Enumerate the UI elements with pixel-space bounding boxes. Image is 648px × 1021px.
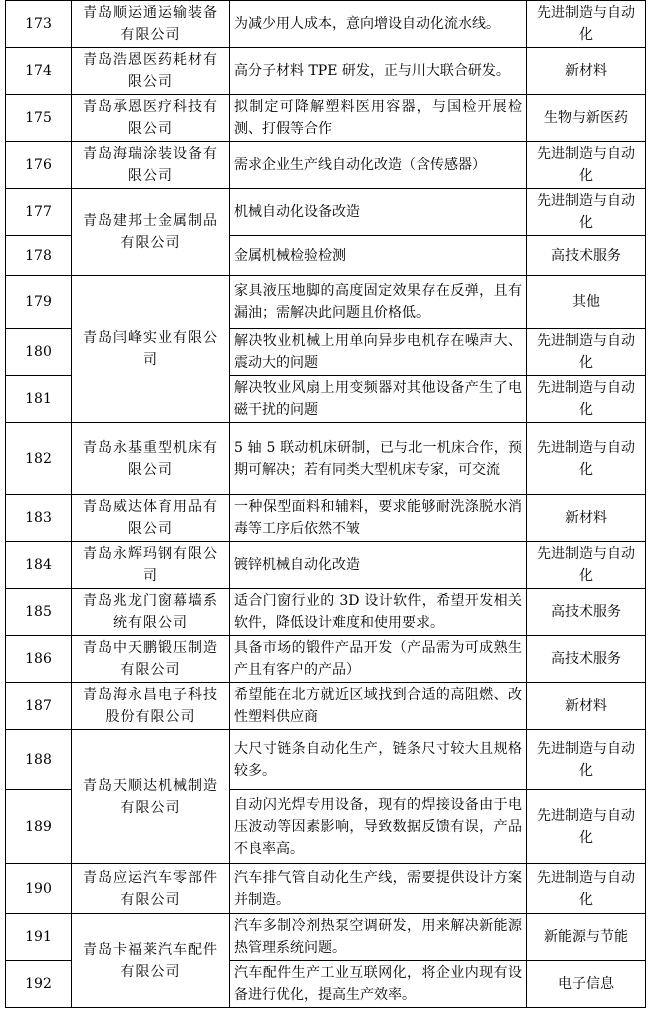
tech-field: 先进制造与自动化 [527,423,646,495]
demand-table [5,0,646,1008]
tech-field: 先进制造与自动化 [527,730,646,790]
tech-field: 生物与新医药 [527,95,646,142]
tech-field: 高技术服务 [527,636,646,683]
demand-description: 金属机械检验检测 [230,236,527,276]
demand-description: 拟制定可降解塑料医用容器，与国检开展检测、打假等合作 [230,95,527,142]
table-row [6,683,646,730]
company-name: 青岛卡福莱汽车配件有限公司 [72,914,230,1008]
row-number: 178 [6,236,72,276]
row-number: 181 [6,376,72,423]
demand-description: 机械自动化设备改造 [230,189,527,236]
demand-description: 自动闪光焊专用设备，现有的焊接设备由于电压波动等因素影响，导致数据反馈有误，产品不良率高。 [230,790,527,864]
company-name: 青岛顺运通运输装备有限公司 [72,1,230,48]
table-row [6,48,646,95]
row-number: 191 [6,914,72,961]
tech-field: 高技术服务 [527,236,646,276]
company-name: 青岛承恩医疗科技有限公司 [72,95,230,142]
table-row [6,423,646,495]
company-name: 青岛兆龙门窗幕墙系统有限公司 [72,589,230,636]
tech-field: 先进制造与自动化 [527,189,646,236]
company-name: 青岛永辉玛钢有限公司 [72,542,230,589]
company-name: 青岛天顺达机械制造有限公司 [72,730,230,864]
table-row [6,189,646,236]
row-number: 179 [6,276,72,329]
tech-field: 先进制造与自动化 [527,376,646,423]
row-number: 190 [6,864,72,914]
row-number: 175 [6,95,72,142]
table-row [6,495,646,542]
table-row [6,95,646,142]
demand-description: 镀锌机械自动化改造 [230,542,527,589]
row-number: 189 [6,790,72,864]
row-number: 186 [6,636,72,683]
company-name: 青岛威达体育用品有限公司 [72,495,230,542]
row-number: 177 [6,189,72,236]
tech-field: 新能源与节能 [527,914,646,961]
table-row [6,542,646,589]
table-row [6,1,646,48]
tech-field: 先进制造与自动化 [527,790,646,864]
tech-field: 先进制造与自动化 [527,142,646,189]
tech-field: 电子信息 [527,961,646,1008]
row-number: 173 [6,1,72,48]
company-name: 青岛闫峰实业有限公司 [72,276,230,423]
company-name: 青岛应运汽车零部件有限公司 [72,864,230,914]
demand-description: 需求企业生产线自动化改造（含传感器） [230,142,527,189]
tech-field: 其他 [527,276,646,329]
demand-description: 家具液压地脚的高度固定效果存在反弹，且有漏油；需解决此问题且价格低。 [230,276,527,329]
table-row [6,636,646,683]
tech-field: 先进制造与自动化 [527,329,646,376]
demand-description: 汽车多制冷剂热泵空调研发，用来解决新能源热管理系统问题。 [230,914,527,961]
company-name: 青岛浩恩医药耗材有限公司 [72,48,230,95]
table-row [6,142,646,189]
row-number: 174 [6,48,72,95]
row-number: 182 [6,423,72,495]
demand-description: 具备市场的锻件产品开发（产品需为可成熟生产且有客户的产品） [230,636,527,683]
row-number: 183 [6,495,72,542]
demand-description: 解决牧业机械上用单向异步电机存在噪声大、震动大的问题 [230,329,527,376]
row-number: 192 [6,961,72,1008]
tech-field: 先进制造与自动化 [527,542,646,589]
company-name: 青岛中天鹏锻压制造有限公司 [72,636,230,683]
row-number: 176 [6,142,72,189]
table-row [6,864,646,914]
table-row [6,276,646,329]
demand-description: 5 轴 5 联动机床研制，已与北一机床合作，预期可解决；若有同类大型机床专家，可交流 [230,423,527,495]
company-name: 青岛海永昌电子科技股份有限公司 [72,683,230,730]
tech-field: 新材料 [527,683,646,730]
row-number: 185 [6,589,72,636]
tech-field: 新材料 [527,48,646,95]
company-name: 青岛建邦士金属制品有限公司 [72,189,230,276]
demand-description: 为减少用人成本，意向增设自动化流水线。 [230,1,527,48]
demand-description: 希望能在北方就近区域找到合适的高阻燃、改性塑料供应商 [230,683,527,730]
row-number: 187 [6,683,72,730]
demand-description: 汽车配件生产工业互联网化，将企业内现有设备进行优化，提高生产效率。 [230,961,527,1008]
company-name: 青岛永基重型机床有限公司 [72,423,230,495]
demand-description: 汽车排气管自动化生产线，需要提供设计方案并制造。 [230,864,527,914]
demand-description: 大尺寸链条自动化生产，链条尺寸较大且规格较多。 [230,730,527,790]
table-row [6,914,646,961]
demand-description: 解决牧业风扇上用变频器对其他设备产生了电磁干扰的问题 [230,376,527,423]
table-row [6,730,646,790]
row-number: 180 [6,329,72,376]
tech-field: 先进制造与自动化 [527,1,646,48]
demand-description: 一种保型面料和辅料，要求能够耐洗涤脱水消毒等工序后依然不皱 [230,495,527,542]
tech-field: 高技术服务 [527,589,646,636]
tech-field: 新材料 [527,495,646,542]
demand-description: 高分子材料 TPE 研发，正与川大联合研发。 [230,48,527,95]
demand-description: 适合门窗行业的 3D 设计软件，希望开发相关软件，降低设计难度和使用要求。 [230,589,527,636]
table-row [6,589,646,636]
row-number: 188 [6,730,72,790]
company-name: 青岛海瑞涂装设备有限公司 [72,142,230,189]
tech-field: 先进制造与自动化 [527,864,646,914]
row-number: 184 [6,542,72,589]
